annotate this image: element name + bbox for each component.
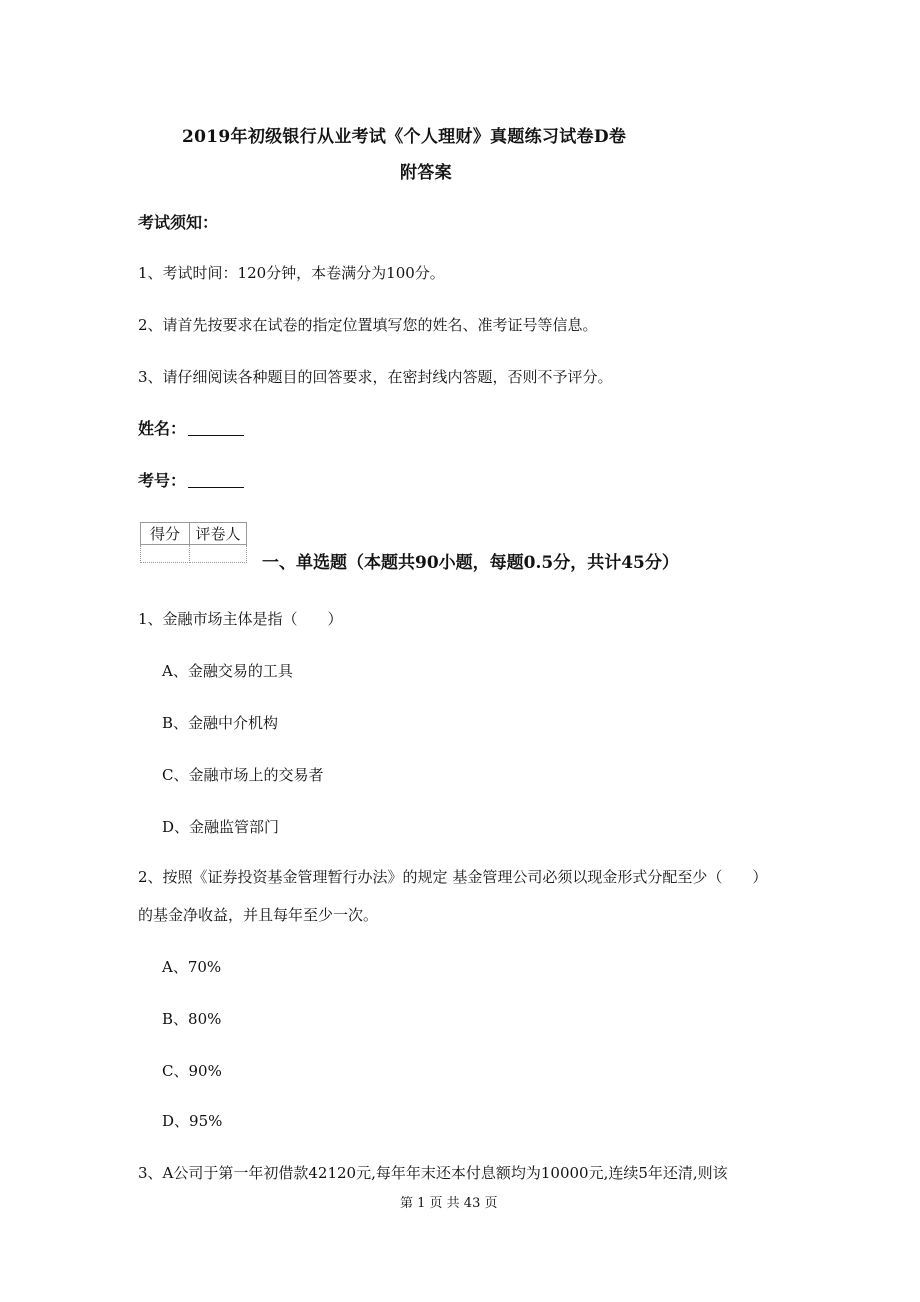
option-a: A、金融交易的工具 bbox=[162, 662, 293, 680]
notice-item: 1、考试时间：120分钟，本卷满分为100分。 bbox=[138, 264, 445, 282]
question-stem: 1、金融市场主体是指（ ） bbox=[138, 610, 343, 628]
exam-number-blank-line[interactable] bbox=[188, 473, 244, 488]
notice-item: 2、请首先按要求在试卷的指定位置填写您的姓名、准考证号等信息。 bbox=[138, 316, 598, 334]
option-c: C、金融市场上的交易者 bbox=[162, 766, 324, 784]
option-b: B、金融中介机构 bbox=[162, 714, 279, 732]
page-footer: 第 1 页 共 43 页 bbox=[400, 1196, 498, 1211]
score-header: 得分 bbox=[141, 523, 190, 545]
name-blank-line[interactable] bbox=[188, 421, 244, 436]
option-b: B、80% bbox=[162, 1010, 222, 1028]
grader-cell[interactable] bbox=[190, 545, 247, 563]
exam-number-label: 考号： bbox=[138, 471, 187, 490]
score-cell[interactable] bbox=[141, 545, 190, 563]
exam-number-field[interactable] bbox=[138, 468, 244, 491]
name-field[interactable] bbox=[138, 416, 244, 439]
notice-heading: 考试须知： bbox=[138, 213, 219, 232]
option-d: D、金融监管部门 bbox=[162, 818, 280, 836]
section-title: 一、单选题（本题共90小题，每题0.5分，共计45分） bbox=[262, 553, 679, 573]
notice-item: 3、请仔细阅读各种题目的回答要求，在密封线内答题，否则不予评分。 bbox=[138, 368, 613, 386]
option-c: C、90% bbox=[162, 1062, 222, 1080]
question-stem: 2、按照《证券投资基金管理暂行办法》的规定 基金管理公司必须以现金形式分配至少（ ） bbox=[138, 868, 768, 886]
option-a: A、70% bbox=[162, 958, 222, 976]
question-stem-continued: 的基金净收益，并且每年至少一次。 bbox=[138, 906, 379, 924]
question-stem: 3、A公司于第一年初借款42120元,每年年末还本付息额均为10000元,连续5年还清,则该 bbox=[138, 1164, 728, 1182]
option-d: D、95% bbox=[162, 1112, 223, 1130]
exam-title: 2019年初级银行从业考试《个人理财》真题练习试卷D卷 bbox=[182, 127, 627, 147]
name-label: 姓名： bbox=[138, 419, 187, 438]
score-box bbox=[140, 522, 247, 563]
grader-header: 评卷人 bbox=[190, 523, 247, 545]
exam-subtitle: 附答案 bbox=[400, 163, 452, 183]
